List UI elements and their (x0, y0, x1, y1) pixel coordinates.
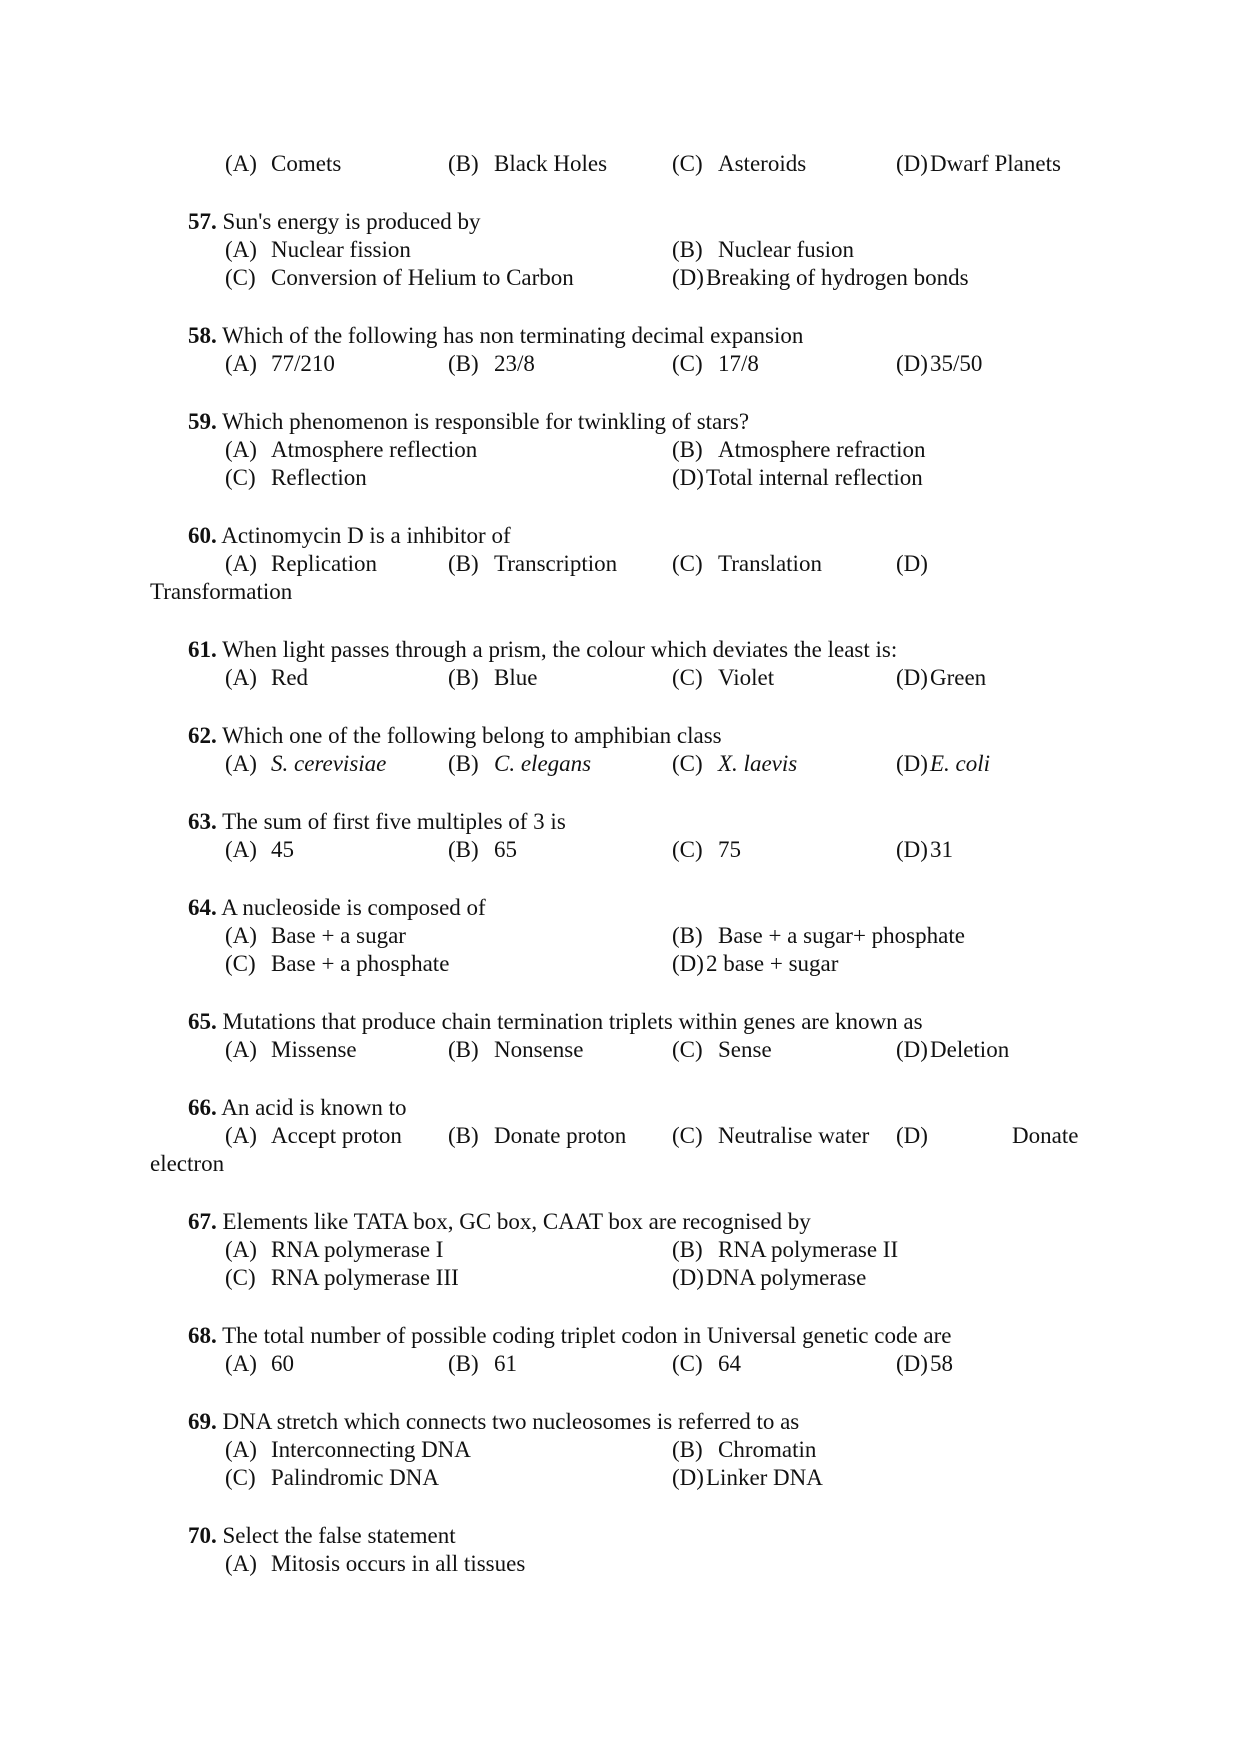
option-b: (B) 61 (448, 1351, 517, 1376)
option-d: (D)Linker DNA (672, 1465, 823, 1490)
option-a: (A) Nuclear fission (225, 237, 411, 262)
option-c: (C) Neutralise water (672, 1123, 870, 1148)
option-b: (B) Blue (448, 665, 538, 690)
option-c: (C) 17/8 (672, 351, 759, 376)
question: 70. Select the false statement (188, 1523, 456, 1548)
option-b: (B) RNA polymerase II (672, 1237, 899, 1262)
option-a: (A) Atmosphere reflection (225, 437, 478, 462)
option-a: (A) 45 (225, 837, 294, 862)
option-b: (B) Black Holes (448, 151, 608, 176)
option-b: (B) 65 (448, 837, 517, 862)
question: 60. Actinomycin D is a inhibitor of (188, 523, 511, 548)
option-a: (A) Accept proton (225, 1123, 402, 1148)
option-d: (D)58 (896, 1351, 953, 1376)
option-a: (A) 60 (225, 1351, 294, 1376)
question: 65. Mutations that produce chain termination triplets within genes are known as (188, 1009, 923, 1034)
option-a: (A) Interconnecting DNA (225, 1437, 471, 1462)
option-c: (C) Reflection (225, 465, 367, 490)
option-d-continued: electron (150, 1151, 225, 1176)
option-d-label: (D) (896, 551, 928, 576)
option-c: (C) Translation (672, 551, 822, 576)
question: 67. Elements like TATA box, GC box, CAAT box are recognised by (188, 1209, 811, 1234)
option-c: (C) 75 (672, 837, 741, 862)
question: 63. The sum of first five multiples of 3 is (188, 809, 566, 834)
option-b: (B) Atmosphere refraction (672, 437, 926, 462)
option-b: (B) 23/8 (448, 351, 535, 376)
option-b: (B) Nonsense (448, 1037, 584, 1062)
question: 62. Which one of the following belong to amphibian class (188, 723, 722, 748)
question: 59. Which phenomenon is responsible for twinkling of stars? (188, 409, 750, 434)
question: 64. A nucleoside is composed of (188, 895, 486, 920)
option-c: (C) X. laevis (672, 751, 798, 776)
option-d: (D)31 (896, 837, 953, 862)
question: 68. The total number of possible coding triplet codon in Universal genetic code are (188, 1323, 952, 1348)
question: 58. Which of the following has non terminating decimal expansion (188, 323, 804, 348)
question: 57. Sun's energy is produced by (188, 209, 481, 234)
option-d: (D)DNA polymerase (672, 1265, 867, 1290)
option-d: (D)Breaking of hydrogen bonds (672, 265, 969, 290)
option-b: (B) Chromatin (672, 1437, 817, 1462)
option-d-label: (D) (896, 1123, 928, 1148)
option-a: (A) Replication (225, 551, 378, 576)
option-b: (B) Donate proton (448, 1123, 627, 1148)
option-c: (C) RNA polymerase III (225, 1265, 459, 1290)
option-d: (D)Dwarf Planets (896, 151, 1061, 176)
option-d: (D)Deletion (896, 1037, 1010, 1062)
option-c: (C) 64 (672, 1351, 741, 1376)
option-c: (C) Base + a phosphate (225, 951, 450, 976)
question: 61. When light passes through a prism, the colour which deviates the least is: (188, 637, 898, 662)
option-a: (A) Mitosis occurs in all tissues (225, 1551, 526, 1576)
option-a: (A) Red (225, 665, 309, 690)
option-b: (B) Nuclear fusion (672, 237, 855, 262)
option-d: (D)Green (896, 665, 987, 690)
option-d: Transformation (150, 579, 293, 604)
option-a: (A) RNA polymerase I (225, 1237, 444, 1262)
option-c: (C) Palindromic DNA (225, 1465, 440, 1490)
option-a: (A) S. cerevisiae (225, 751, 387, 776)
option-c: (C) Conversion of Helium to Carbon (225, 265, 574, 290)
option-d: (D)Total internal reflection (672, 465, 923, 490)
option-a: (A) Comets (225, 151, 342, 176)
option-b: (B) Transcription (448, 551, 618, 576)
option-a: (A) Base + a sugar (225, 923, 406, 948)
option-d: (D)2 base + sugar (672, 951, 839, 976)
option-c: (C) Asteroids (672, 151, 807, 176)
option-b: (B) C. elegans (448, 751, 592, 776)
option-a: (A) Missense (225, 1037, 357, 1062)
option-a: (A) 77/210 (225, 351, 335, 376)
option-d: Donate (1012, 1123, 1079, 1148)
question: 66. An acid is known to (188, 1095, 407, 1120)
option-b: (B) Base + a sugar+ phosphate (672, 923, 965, 948)
option-c: (C) Sense (672, 1037, 772, 1062)
option-d: (D)35/50 (896, 351, 983, 376)
option-d: (D)E. coli (896, 751, 991, 776)
question: 69. DNA stretch which connects two nucleosomes is referred to as (188, 1409, 800, 1434)
option-c: (C) Violet (672, 665, 775, 690)
